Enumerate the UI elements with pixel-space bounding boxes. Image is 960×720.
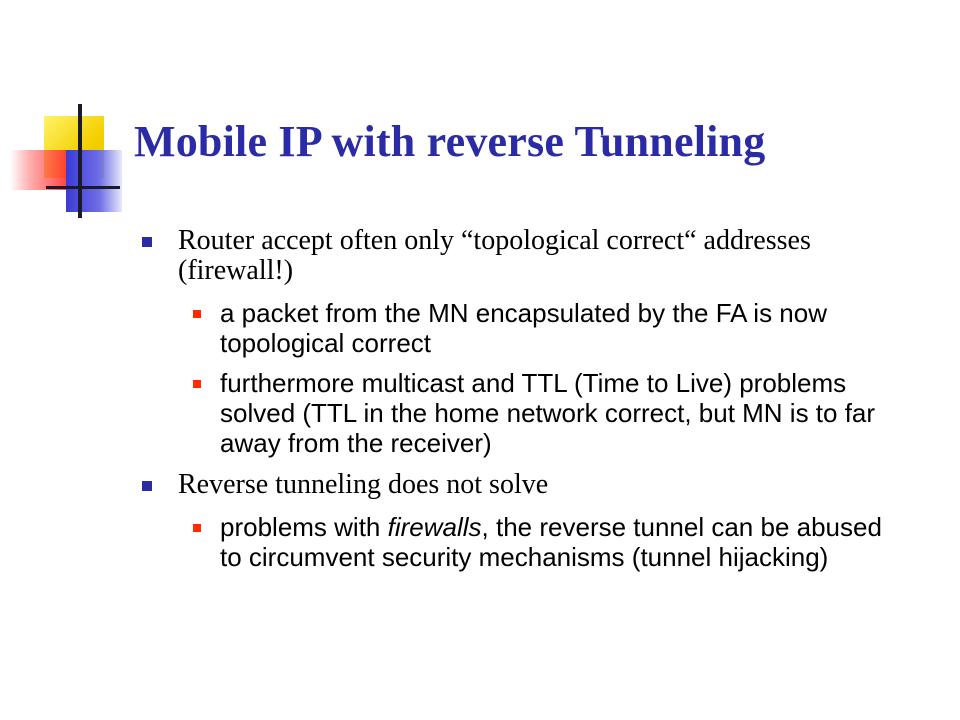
square-bullet-icon	[142, 481, 152, 491]
bullet-text: Router accept often only “topological correct“ addresses (firewall!)	[178, 225, 811, 286]
bullet-text: Reverse tunneling does not solve	[178, 469, 549, 500]
sub-bullet-item	[140, 298, 900, 358]
sub-bullet-text-start: problems with	[220, 512, 388, 542]
sub-bullet-item	[140, 368, 900, 458]
sub-bullet-item	[140, 512, 900, 572]
emphasized-word: firewalls	[387, 512, 482, 542]
square-bullet-icon	[193, 310, 201, 318]
square-bullet-icon	[193, 380, 201, 388]
slide-title: Mobile IP with reverse Tunneling	[134, 117, 766, 166]
sub-bullet-text: a packet from the MN encapsulated by the FA is now topological correct	[220, 298, 827, 358]
sub-bullet-list	[140, 298, 900, 458]
bullet-item	[140, 226, 900, 458]
square-bullet-icon	[193, 524, 201, 532]
blue-square-decoration	[66, 150, 122, 212]
sub-bullet-text-end: , the reverse tunnel can be abused to circumvent security mechanisms (tunnel hijacking)	[220, 512, 882, 572]
sub-bullet-text	[220, 512, 882, 572]
square-bullet-icon	[142, 237, 152, 247]
bullet-item	[140, 470, 900, 572]
bullet-list	[140, 226, 900, 584]
sub-bullet-text: furthermore multicast and TTL (Time to Live) problems solved (TTL in the home network correct, but MN is to far away from the receiver)	[220, 368, 876, 458]
horizontal-line-decoration	[46, 186, 120, 189]
vertical-line-decoration	[78, 104, 82, 218]
sub-bullet-list	[140, 512, 900, 572]
